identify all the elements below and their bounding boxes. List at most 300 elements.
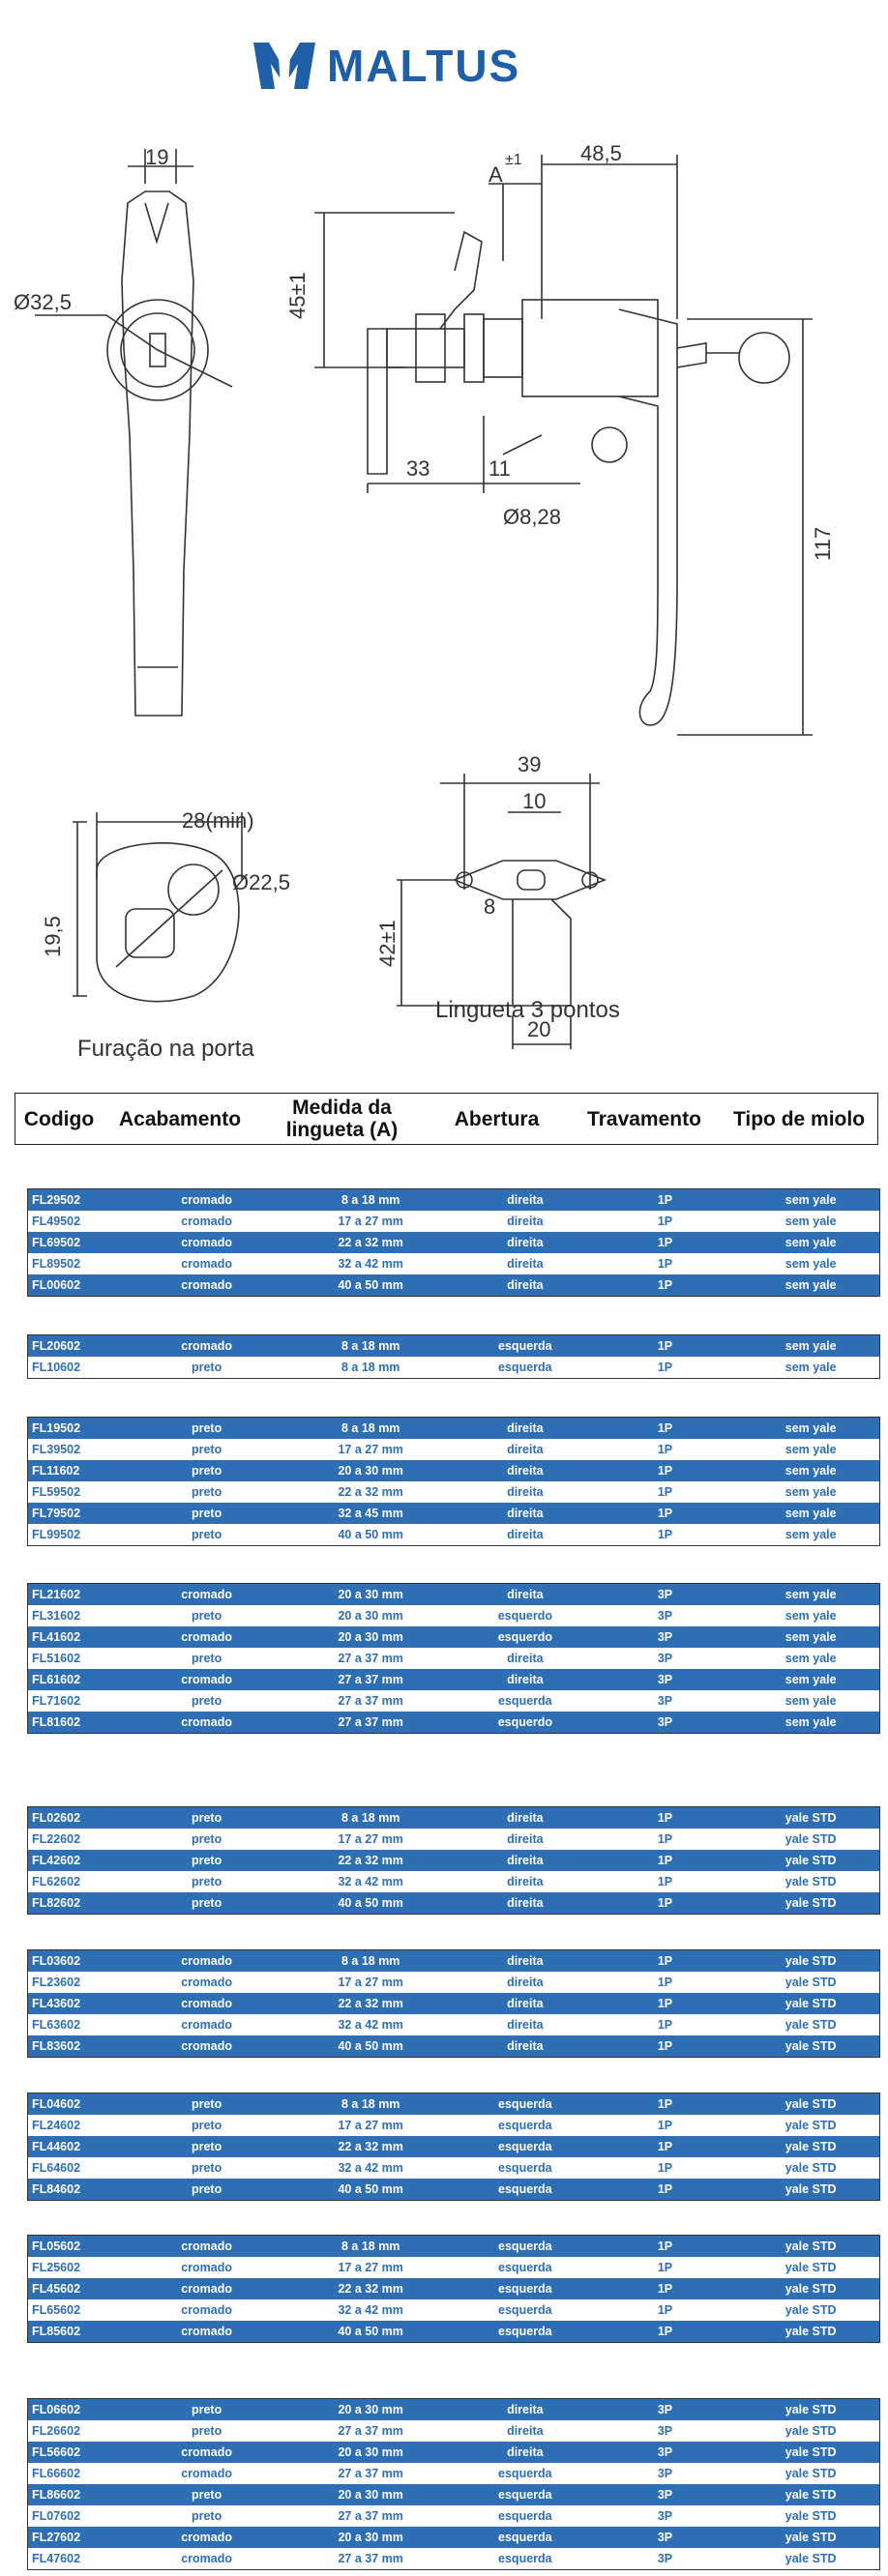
cell-codigo: FL47602	[32, 2552, 81, 2565]
header-travamento: Travamento	[587, 1107, 701, 1130]
table-row	[28, 2236, 879, 2257]
cell-miolo: yale STD	[784, 1875, 837, 1888]
table-row	[28, 1950, 879, 1972]
cell-medida: 40 a 50 mm	[338, 1896, 403, 1910]
cell-codigo: FL42602	[32, 1854, 81, 1867]
dim-19: 19	[145, 145, 169, 169]
cell-travamento: 1P	[657, 1485, 673, 1499]
cell-medida: 8 a 18 mm	[340, 1339, 400, 1353]
brand-logo	[250, 37, 520, 95]
cell-miolo: yale STD	[784, 2325, 837, 2338]
cell-codigo: FL21602	[32, 1588, 81, 1601]
header-acabamento: Acabamento	[118, 1107, 242, 1130]
cell-acabamento: cromado	[181, 1193, 232, 1207]
dim-a-tol: ±1	[505, 152, 522, 168]
cell-acabamento: cromado	[181, 1339, 232, 1353]
cell-acabamento: preto	[191, 1652, 222, 1665]
cell-acabamento: cromado	[181, 1257, 232, 1271]
table-row	[28, 1669, 879, 1690]
table-row	[28, 2527, 879, 2548]
cell-travamento: 1P	[657, 2039, 673, 2053]
cell-acabamento: preto	[191, 1443, 222, 1456]
table-group	[27, 2398, 880, 2570]
table-row	[28, 1503, 879, 1524]
cell-abertura: esquerda	[498, 2509, 552, 2523]
cell-abertura: direita	[507, 1954, 544, 1968]
cell-medida: 32 a 42 mm	[338, 2303, 403, 2317]
cell-codigo: FL00602	[32, 1278, 81, 1292]
cell-miolo: yale STD	[784, 1976, 837, 1989]
cell-codigo: FL11602	[32, 1464, 80, 1478]
cell-medida: 20 a 30 mm	[338, 1630, 403, 1644]
cell-travamento: 1P	[657, 1421, 673, 1435]
cell-codigo: FL99502	[32, 1528, 81, 1541]
cell-acabamento: preto	[191, 2161, 222, 2175]
table-row	[28, 1829, 879, 1850]
cell-medida: 20 a 30 mm	[338, 1588, 403, 1601]
table-row	[28, 2179, 879, 2200]
cell-acabamento: preto	[191, 1811, 222, 1825]
cell-acabamento: preto	[191, 1854, 222, 1867]
cell-miolo: sem yale	[784, 1588, 837, 1601]
cell-travamento: 3P	[657, 1673, 673, 1686]
cell-medida: 17 a 27 mm	[338, 1976, 403, 1989]
cell-codigo: FL63602	[32, 2018, 81, 2032]
cell-acabamento: cromado	[181, 1588, 232, 1601]
dim-48-5: 48,5	[580, 141, 622, 165]
cell-acabamento: cromado	[181, 1954, 232, 1968]
cell-abertura: direita	[507, 1507, 544, 1520]
caption-tongue: Lingueta 3 pontos	[435, 997, 620, 1023]
cell-acabamento: cromado	[181, 1236, 232, 1249]
cell-codigo: FL05602	[32, 2239, 81, 2253]
cell-acabamento: preto	[191, 1896, 222, 1910]
cell-travamento: 1P	[657, 2325, 673, 2338]
dim-20: 20	[527, 1017, 551, 1041]
cell-codigo: FL71602	[32, 1694, 81, 1708]
cell-miolo: sem yale	[784, 1609, 837, 1623]
cell-travamento: 1P	[657, 1832, 673, 1846]
cell-travamento: 3P	[657, 1630, 673, 1644]
dim-8-28: Ø8,28	[503, 505, 561, 529]
cell-travamento: 1P	[657, 1976, 673, 1989]
table-row	[28, 2442, 879, 2463]
cell-abertura: esquerda	[498, 2552, 552, 2565]
cell-acabamento: preto	[191, 1361, 222, 1374]
cell-acabamento: preto	[191, 1528, 222, 1541]
cell-abertura: esquerda	[498, 2261, 552, 2274]
dim-8: 8	[484, 894, 496, 919]
table-row	[28, 1274, 879, 1296]
cell-miolo: sem yale	[784, 1236, 837, 1249]
cell-abertura: direita	[507, 1464, 544, 1478]
cell-codigo: FL59502	[32, 1485, 81, 1499]
cell-codigo: FL83602	[32, 2039, 81, 2053]
table-row	[28, 1648, 879, 1669]
cell-miolo: yale STD	[784, 2161, 837, 2175]
cell-travamento: 1P	[657, 1257, 673, 1271]
cell-travamento: 1P	[657, 1339, 673, 1353]
dim-33: 33	[406, 456, 430, 481]
cell-miolo: yale STD	[784, 2531, 837, 2544]
cell-miolo: yale STD	[784, 2282, 837, 2296]
cell-codigo: FL25602	[32, 2261, 81, 2274]
table-row	[28, 2399, 879, 2420]
cell-codigo: FL02602	[32, 1811, 81, 1825]
cell-medida: 32 a 42 mm	[338, 1257, 403, 1271]
caption-door-drilling: Furação na porta	[77, 1036, 254, 1062]
cell-acabamento: cromado	[181, 2467, 232, 2480]
dim-22-5: Ø22,5	[232, 870, 290, 894]
cell-abertura: direita	[507, 2403, 544, 2416]
cell-codigo: FL23602	[32, 1976, 81, 1989]
dim-39: 39	[518, 752, 542, 776]
cell-miolo: yale STD	[784, 2467, 837, 2480]
cell-abertura: direita	[507, 1236, 544, 1249]
cell-codigo: FL85602	[32, 2325, 81, 2338]
cell-medida: 20 a 30 mm	[338, 2488, 403, 2502]
cell-travamento: 3P	[657, 2509, 673, 2523]
table-row	[28, 1253, 879, 1274]
cell-travamento: 3P	[657, 1609, 673, 1623]
table-row	[28, 2420, 879, 2442]
cell-acabamento: cromado	[181, 2039, 232, 2053]
cell-travamento: 1P	[657, 1954, 673, 1968]
cell-travamento: 1P	[657, 2261, 673, 2274]
table-row	[28, 1189, 879, 1211]
cell-medida: 27 a 37 mm	[338, 1652, 403, 1665]
table-row	[28, 2014, 879, 2035]
cell-abertura: direita	[507, 1854, 544, 1867]
cell-acabamento: preto	[191, 2424, 222, 2438]
cell-travamento: 3P	[657, 2488, 673, 2502]
table-row	[28, 1871, 879, 1892]
cell-codigo: FL10602	[32, 1361, 81, 1374]
cell-acabamento: preto	[191, 2509, 222, 2523]
cell-travamento: 3P	[657, 1652, 673, 1665]
cell-travamento: 1P	[657, 1193, 673, 1207]
cell-abertura: direita	[507, 1875, 544, 1888]
cell-miolo: yale STD	[784, 2303, 837, 2317]
cell-medida: 17 a 27 mm	[338, 1215, 403, 1228]
cell-miolo: sem yale	[784, 1652, 837, 1665]
table-row	[28, 1807, 879, 1829]
table-row	[28, 1972, 879, 1993]
cell-codigo: FL07602	[32, 2509, 81, 2523]
dim-117: 117	[811, 526, 835, 561]
cell-miolo: sem yale	[784, 1528, 837, 1541]
table-group	[27, 1949, 880, 2058]
table-row	[28, 1892, 879, 1914]
table-row	[28, 1439, 879, 1460]
cell-acabamento: preto	[191, 2403, 222, 2416]
cell-miolo: yale STD	[784, 1854, 837, 1867]
table-row	[28, 1418, 879, 1439]
cell-acabamento: cromado	[181, 1278, 232, 1292]
cell-medida: 40 a 50 mm	[338, 1528, 403, 1541]
cell-travamento: 1P	[657, 1361, 673, 1374]
cell-medida: 8 a 18 mm	[340, 1361, 400, 1374]
cell-acabamento: preto	[191, 1694, 222, 1708]
cell-medida: 8 a 18 mm	[340, 2097, 400, 2111]
cell-medida: 22 a 32 mm	[338, 1854, 403, 1867]
cell-acabamento: cromado	[181, 2531, 232, 2544]
cell-travamento: 1P	[657, 2119, 673, 2132]
cell-medida: 27 a 37 mm	[338, 1673, 403, 1686]
cell-travamento: 1P	[657, 1215, 673, 1228]
cell-codigo: FL69502	[32, 1236, 81, 1249]
handle-drawing	[0, 126, 888, 1073]
cell-travamento: 1P	[657, 1464, 673, 1478]
cell-acabamento: cromado	[181, 1630, 232, 1644]
cell-miolo: sem yale	[784, 1485, 837, 1499]
cell-codigo: FL06602	[32, 2403, 81, 2416]
table-row	[28, 1605, 879, 1626]
cell-miolo: sem yale	[784, 1507, 837, 1520]
cell-travamento: 3P	[657, 2552, 673, 2565]
cell-medida: 27 a 37 mm	[338, 2467, 403, 2480]
cell-miolo: sem yale	[784, 1339, 837, 1353]
cell-miolo: yale STD	[784, 1954, 837, 1968]
cell-acabamento: cromado	[181, 1215, 232, 1228]
table-row	[28, 2463, 879, 2484]
cell-medida: 22 a 32 mm	[338, 2140, 403, 2153]
table-group	[27, 2093, 880, 2201]
cell-travamento: 1P	[657, 2140, 673, 2153]
header-codigo: Codigo	[23, 1107, 95, 1130]
cell-abertura: esquerda	[498, 2161, 552, 2175]
cell-miolo: sem yale	[784, 1193, 837, 1207]
cell-abertura: esquerda	[498, 2325, 552, 2338]
cell-codigo: FL27602	[32, 2531, 81, 2544]
cell-abertura: direita	[507, 1528, 544, 1541]
cell-miolo: sem yale	[784, 1278, 837, 1292]
cell-abertura: direita	[507, 1257, 544, 1271]
cell-acabamento: cromado	[181, 2282, 232, 2296]
cell-abertura: direita	[507, 1997, 544, 2010]
cell-acabamento: cromado	[181, 2445, 232, 2459]
cell-acabamento: preto	[191, 1609, 222, 1623]
table-group	[27, 1334, 880, 1379]
cell-miolo: sem yale	[784, 1464, 837, 1478]
cell-travamento: 1P	[657, 1278, 673, 1292]
table-row	[28, 1712, 879, 1733]
cell-medida: 17 a 27 mm	[338, 1832, 403, 1846]
cell-abertura: direita	[507, 2445, 544, 2459]
cell-medida: 27 a 37 mm	[338, 2552, 403, 2565]
cell-codigo: FL82602	[32, 1896, 81, 1910]
dim-11: 11	[488, 456, 511, 481]
cell-medida: 8 a 18 mm	[340, 1954, 400, 1968]
cell-miolo: sem yale	[784, 1421, 837, 1435]
cell-medida: 20 a 30 mm	[338, 1609, 403, 1623]
table-row	[28, 2157, 879, 2179]
cell-abertura: esquerda	[498, 1694, 552, 1708]
cell-travamento: 3P	[657, 1715, 673, 1729]
cell-acabamento: preto	[191, 1507, 222, 1520]
cell-miolo: yale STD	[784, 2552, 837, 2565]
table-row	[28, 1481, 879, 1503]
cell-medida: 8 a 18 mm	[340, 1421, 400, 1435]
cell-medida: 8 a 18 mm	[340, 1811, 400, 1825]
dim-28-min: 28(min)	[182, 808, 254, 833]
table-row	[28, 1993, 879, 2014]
cell-abertura: esquerda	[498, 2097, 552, 2111]
cell-travamento: 3P	[657, 2424, 673, 2438]
cell-abertura: direita	[507, 1421, 544, 1435]
cell-medida: 22 a 32 mm	[338, 1997, 403, 2010]
cell-miolo: yale STD	[784, 2403, 837, 2416]
technical-drawing	[0, 126, 888, 1073]
cell-miolo: sem yale	[784, 1694, 837, 1708]
header-abertura: Abertura	[454, 1107, 540, 1130]
cell-codigo: FL04602	[32, 2097, 81, 2111]
cell-medida: 22 a 32 mm	[338, 1485, 403, 1499]
cell-acabamento: cromado	[181, 2239, 232, 2253]
cell-miolo: sem yale	[784, 1630, 837, 1644]
table-row	[28, 1690, 879, 1712]
cell-medida: 8 a 18 mm	[340, 2239, 400, 2253]
cell-codigo: FL81602	[32, 1715, 81, 1729]
cell-acabamento: preto	[191, 1485, 222, 1499]
cell-abertura: direita	[507, 1443, 544, 1456]
cell-abertura: esquerda	[498, 2303, 552, 2317]
cell-codigo: FL45602	[32, 2282, 81, 2296]
cell-miolo: yale STD	[784, 2424, 837, 2438]
cell-travamento: 1P	[657, 2097, 673, 2111]
header-medida: Medida da lingueta (A)	[285, 1097, 399, 1141]
cell-medida: 17 a 27 mm	[338, 1443, 403, 1456]
cell-acabamento: cromado	[181, 2303, 232, 2317]
cell-travamento: 1P	[657, 1507, 673, 1520]
cell-medida: 32 a 45 mm	[338, 1507, 403, 1520]
cell-abertura: direita	[507, 2018, 544, 2032]
cell-codigo: FL65602	[32, 2303, 81, 2317]
dim-a: A	[488, 162, 503, 187]
cell-travamento: 1P	[657, 2239, 673, 2253]
cell-acabamento: cromado	[181, 1997, 232, 2010]
cell-travamento: 3P	[657, 1588, 673, 1601]
cell-codigo: FL44602	[32, 2140, 81, 2153]
cell-medida: 32 a 42 mm	[338, 2161, 403, 2175]
cell-medida: 8 a 18 mm	[340, 1193, 400, 1207]
cell-travamento: 3P	[657, 2531, 673, 2544]
cell-acabamento: preto	[191, 1464, 222, 1478]
cell-medida: 22 a 32 mm	[338, 2282, 403, 2296]
table-row	[28, 2278, 879, 2299]
cell-acabamento: preto	[191, 1421, 222, 1435]
cell-codigo: FL41602	[32, 1630, 81, 1644]
table-row	[28, 2035, 879, 2057]
table-row	[28, 2505, 879, 2527]
cell-miolo: sem yale	[784, 1257, 837, 1271]
table-row	[28, 1460, 879, 1481]
cell-abertura: esquerdo	[497, 1609, 552, 1623]
maltus-logo-icon	[250, 37, 319, 95]
cell-medida: 20 a 30 mm	[338, 1464, 403, 1478]
cell-abertura: direita	[507, 1278, 544, 1292]
table-row	[28, 2321, 879, 2342]
table-row	[28, 1626, 879, 1648]
cell-travamento: 1P	[657, 1236, 673, 1249]
cell-abertura: direita	[507, 1673, 544, 1686]
cell-codigo: FL56602	[32, 2445, 81, 2459]
cell-abertura: esquerda	[498, 1339, 552, 1353]
cell-codigo: FL51602	[32, 1652, 81, 1665]
cell-medida: 40 a 50 mm	[338, 2325, 403, 2338]
cell-miolo: yale STD	[784, 2239, 837, 2253]
cell-travamento: 1P	[657, 1896, 673, 1910]
cell-miolo: yale STD	[784, 1832, 837, 1846]
cell-miolo: yale STD	[784, 2488, 837, 2502]
cell-travamento: 1P	[657, 2282, 673, 2296]
cell-acabamento: cromado	[181, 1715, 232, 1729]
cell-travamento: 3P	[657, 1694, 673, 1708]
table-row	[28, 2115, 879, 2136]
cell-miolo: yale STD	[784, 2182, 837, 2196]
cell-miolo: yale STD	[784, 2097, 837, 2111]
table-header	[15, 1093, 878, 1145]
cell-miolo: yale STD	[784, 2509, 837, 2523]
cell-travamento: 1P	[657, 1443, 673, 1456]
cell-codigo: FL86602	[32, 2488, 81, 2502]
cell-abertura: esquerdo	[497, 1630, 552, 1644]
cell-abertura: esquerda	[498, 2531, 552, 2544]
dim-42: 42±1	[375, 920, 400, 967]
brand-name: MALTUS	[327, 41, 521, 91]
cell-abertura: direita	[507, 1652, 544, 1665]
table-group	[27, 1583, 880, 1734]
cell-abertura: esquerda	[498, 1361, 552, 1374]
cell-medida: 32 a 42 mm	[338, 2018, 403, 2032]
cell-travamento: 1P	[657, 2182, 673, 2196]
cell-abertura: esquerda	[498, 2182, 552, 2196]
cell-medida: 32 a 42 mm	[338, 1875, 403, 1888]
table-group	[27, 1806, 880, 1915]
cell-travamento: 1P	[657, 2161, 673, 2175]
cell-medida: 17 a 27 mm	[338, 2261, 403, 2274]
cell-travamento: 1P	[657, 1997, 673, 2010]
cell-travamento: 1P	[657, 1875, 673, 1888]
cell-abertura: esquerdo	[497, 1715, 552, 1729]
table-row	[28, 1524, 879, 1545]
cell-abertura: direita	[507, 1811, 544, 1825]
table-group	[27, 1417, 880, 1546]
cell-codigo: FL31602	[32, 1609, 81, 1623]
cell-miolo: yale STD	[784, 1997, 837, 2010]
cell-medida: 27 a 37 mm	[338, 2424, 403, 2438]
cell-medida: 17 a 27 mm	[338, 2119, 403, 2132]
cell-codigo: FL26602	[32, 2424, 81, 2438]
cell-medida: 40 a 50 mm	[338, 2182, 403, 2196]
cell-miolo: yale STD	[784, 2018, 837, 2032]
cell-medida: 20 a 30 mm	[338, 2531, 403, 2544]
cell-abertura: direita	[507, 1832, 544, 1846]
cell-miolo: sem yale	[784, 1673, 837, 1686]
cell-acabamento: preto	[191, 1832, 222, 1846]
cell-miolo: yale STD	[784, 2445, 837, 2459]
cell-miolo: sem yale	[784, 1715, 837, 1729]
cell-medida: 40 a 50 mm	[338, 1278, 403, 1292]
cell-codigo: FL43602	[32, 1997, 81, 2010]
dim-19-5: 19,5	[41, 916, 65, 957]
cell-codigo: FL89502	[32, 1257, 81, 1271]
cell-abertura: esquerda	[498, 2119, 552, 2132]
table-group	[27, 1188, 880, 1297]
table-row	[28, 1211, 879, 1232]
cell-codigo: FL64602	[32, 2161, 81, 2175]
cell-acabamento: preto	[191, 2182, 222, 2196]
